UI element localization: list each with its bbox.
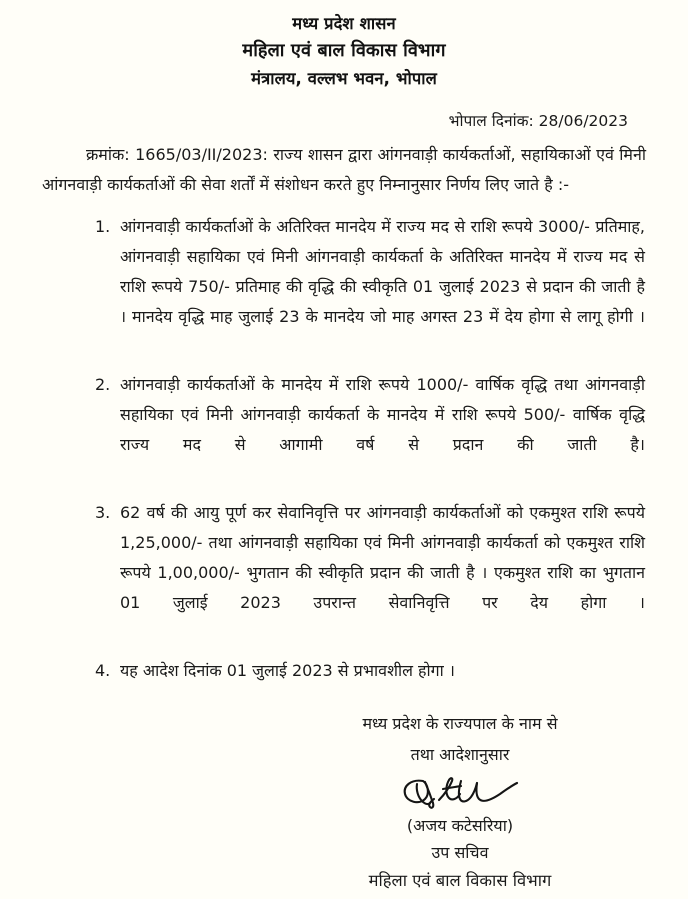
clause-number: 1.	[95, 217, 111, 236]
clause-text: यह आदेश दिनांक 01 जुलाई 2023 से प्रभावशील होगा ।	[120, 661, 455, 680]
clause-number: 4.	[95, 661, 111, 680]
letterhead	[0, 0, 688, 93]
clause-list	[95, 212, 645, 686]
letterhead-department-name: महिला एवं बाल विकास विभाग	[242, 40, 446, 61]
letterhead-address: मंत्रालय, वल्लभ भवन, भोपाल	[251, 69, 437, 88]
closing-block	[0, 708, 688, 895]
clause-text: आंगनवाड़ी कार्यकर्ताओं के अतिरिक्त मानदेय में राज्य मद से राशि रूपये 3000/- प्रतिमाह, आंगनवाड़ी सहायिका एवं मिनी आंगनवाड़ी कार्यकर्ता के अतिरिक्त मानदेय में राज्य मद से राशि रूपये 750/- प्रतिमाह की वृद्धि की स्वीकृति 01 जुलाई 2023 से प्रदान की जाती है । मानदेय वृद्धि माह जुलाई 23 के मानदेय जो माह अगस्त 23 में देय होगा से लागू होगी ।	[120, 217, 645, 326]
letterhead-government-name: मध्य प्रदेश शासन	[292, 14, 396, 33]
clause-item	[95, 370, 645, 490]
clause-item	[95, 212, 645, 362]
handwritten-signature-icon	[395, 772, 525, 812]
signatory-department: महिला एवं बाल विकास विभाग	[368, 871, 552, 890]
clause-text: 62 वर्ष की आयु पूर्ण कर सेवानिवृत्ति पर आंगनवाड़ी कार्यकर्ताओं को एकमुश्त राशि रूपये 1,25,000/- तथा आंगनवाड़ी सहायिका एवं मिनी आंगनवाड़ी कार्यकर्ता को एकमुश्त राशि रूपये 1,00,000/- भुगतान की स्वीकृति प्रदान की जाती है । एकमुश्त राशि का भुगतान 01 जुलाई 2023 उपरान्त सेवानिवृत्ति पर देय होगा ।	[120, 503, 645, 612]
signature-area	[232, 772, 688, 812]
clause-item	[95, 656, 645, 686]
dateline: भोपाल दिनांक: 28/06/2023	[448, 112, 628, 130]
signatory-designation: उप सचिव	[431, 843, 489, 862]
signatory-name: (अजय कटेसरिया)	[406, 816, 514, 835]
clause-number: 2.	[95, 375, 111, 394]
intro-paragraph: क्रमांक: 1665/03/II/2023: राज्य शासन द्वारा आंगनवाड़ी कार्यकर्ताओं, सहायिकाओं एवं मिनी आंगनवाड़ी कार्यकर्ताओं की सेवा शर्तों में संशोधन करते हुए निम्नानुसार निर्णय लिए जाते है :-	[42, 145, 646, 194]
closing-line-governor: मध्य प्रदेश के राज्यपाल के नाम से	[362, 714, 558, 733]
closing-line-by-order: तथा आदेशानुसार	[410, 745, 510, 764]
signatory-block	[232, 812, 688, 895]
clause-item	[95, 498, 645, 648]
clause-text: आंगनवाड़ी कार्यकर्ताओं के मानदेय में राशि रूपये 1000/- वार्षिक वृद्धि तथा आंगनवाड़ी सहायिका एवं मिनी आंगनवाड़ी कार्यकर्ता के मानदेय में राशि रूपये 500/- वार्षिक वृद्धि राज्य मद से आगामी वर्ष से प्रदान की जाती है।	[120, 375, 645, 454]
dateline-row	[0, 110, 688, 132]
clause-number: 3.	[95, 503, 111, 522]
